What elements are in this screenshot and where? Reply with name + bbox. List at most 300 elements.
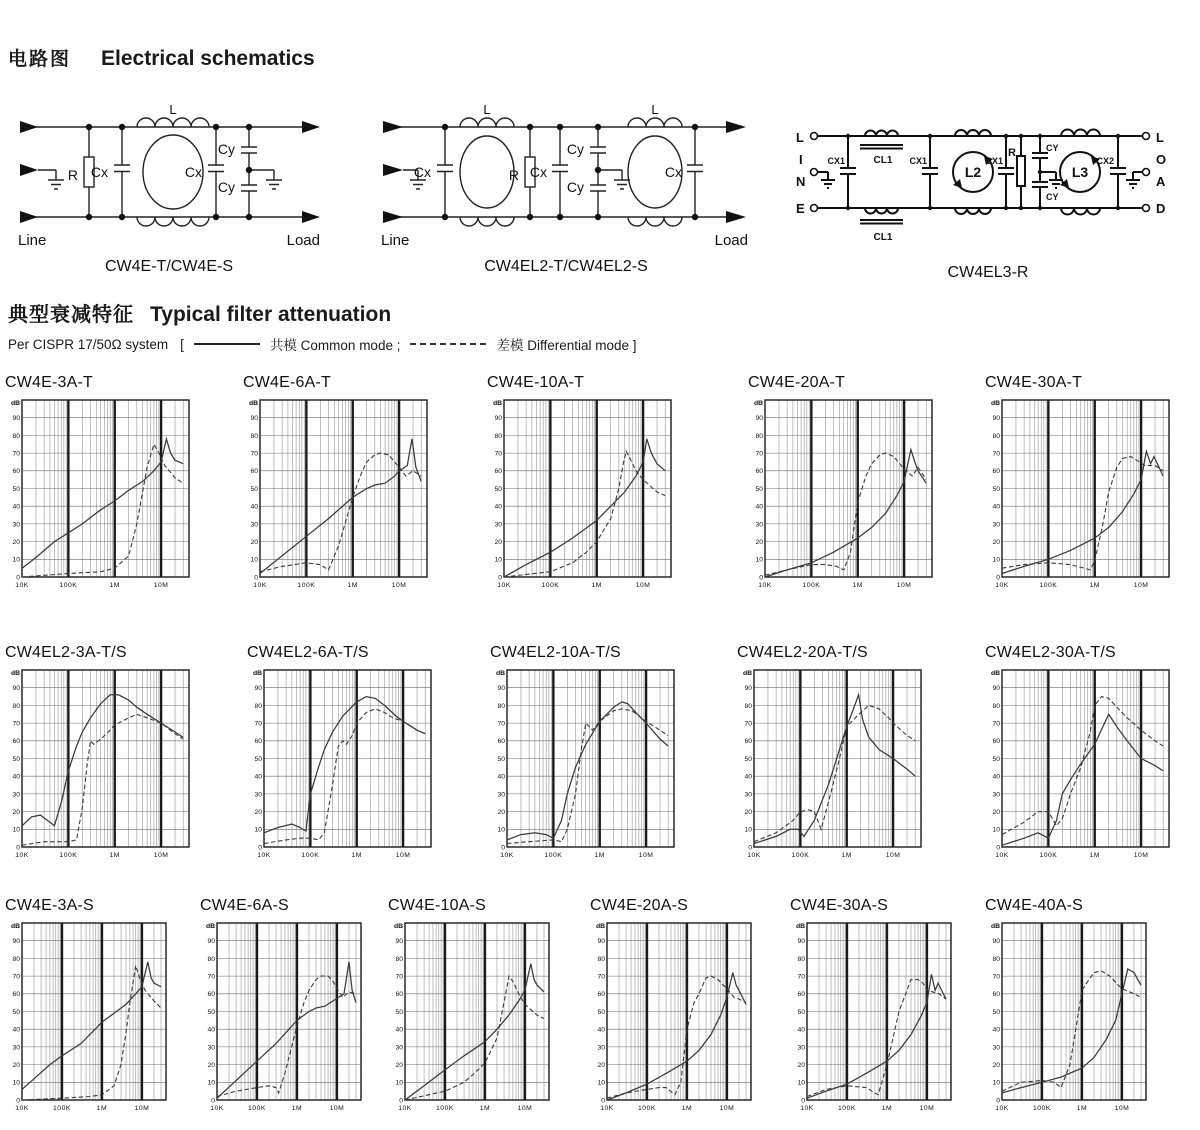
schematic-label: CX1 [909,156,927,166]
y-tick-label: 60 [597,991,605,999]
y-tick-label: 10 [12,1079,20,1087]
y-tick-label: 70 [12,450,20,458]
x-tick-label: 1M [96,1105,108,1112]
arrow-line-bottom [20,211,38,223]
y-tick-label: 30 [395,1044,403,1052]
y-tick-label: 50 [250,485,258,493]
y-tick-label: 70 [207,973,215,981]
chart-title: CW4EL2-3A-T/S [5,644,127,661]
x-tick-label: 1M [347,582,358,589]
y-tick-label: 0 [16,574,20,582]
y-tick-label: 0 [254,574,258,582]
chart-plot [985,917,1150,1117]
y-tick-label: 40 [395,1026,403,1034]
x-tick-label: 100K [1039,852,1058,859]
chart-CW4E-30A-T [985,374,1173,594]
y-axis-unit: dB [10,923,20,930]
schematic-label: Cx [664,164,682,180]
x-tick-label: 100K [53,1105,71,1112]
circuit-wires [22,118,302,226]
y-tick-label: 10 [797,1079,805,1087]
chart-plot [200,917,365,1117]
chart-title: CW4E-3A-T [5,374,94,391]
y-tick-label: 50 [207,1008,215,1016]
y-tick-label: 30 [992,521,1000,529]
x-tick-label: 1M [852,582,863,589]
x-tick-label: 1M [591,582,602,589]
x-tick-label: 10M [134,1105,150,1112]
y-tick-label: 20 [254,809,262,816]
y-tick-label: 20 [12,1062,20,1069]
y-tick-label: 70 [992,450,1000,458]
y-axis-unit: dB [595,923,605,930]
y-axis-unit: dB [495,670,505,677]
x-tick-label: 10M [1133,582,1149,589]
chart-title: CW4EL2-20A-T/S [737,644,868,661]
y-tick-label: 90 [992,685,1000,693]
y-tick-label: 10 [395,1079,403,1087]
x-tick-label: 10K [995,582,1009,589]
schematic-caption: CW4E-T/CW4E-S [105,258,233,275]
x-tick-label: 10M [329,1105,345,1112]
y-tick-label: 80 [597,955,605,963]
schematic-label: L [483,102,491,117]
y-tick-label: 80 [992,955,1000,963]
chart-plot [5,664,193,864]
x-tick-label: 10K [15,852,29,859]
chart-plot [388,917,553,1117]
x-tick-label: 10K [257,852,271,859]
y-tick-label: 90 [744,685,752,693]
y-tick-label: 90 [12,685,20,693]
y-tick-label: 0 [211,1097,215,1105]
x-tick-label: 10M [395,852,411,859]
y-axis-unit: dB [990,670,1000,677]
y-tick-label: 20 [992,539,1000,546]
x-tick-label: 100K [838,1105,856,1112]
y-tick-label: 30 [12,1044,20,1052]
chart-plot [748,394,936,594]
y-tick-label: 60 [992,991,1000,999]
y-tick-label: 40 [992,503,1000,511]
x-tick-label: 100K [544,852,563,859]
y-tick-label: 30 [207,1044,215,1052]
x-tick-label: 10K [210,1105,224,1112]
chart-CW4EL2-10A-T/S [490,644,678,864]
y-tick-label: 50 [254,755,262,763]
dashed-line-swatch [410,343,486,345]
legend-common-mode-label: 共模 Common mode ; [269,338,401,353]
chart-title: CW4E-6A-S [200,897,289,914]
y-tick-label: 30 [744,791,752,799]
schematic-label: CY [1046,192,1059,202]
resistor-symbol [1017,156,1025,186]
schematic-caption: CW4EL2-T/CW4EL2-S [484,258,648,275]
y-axis-unit: dB [205,923,215,930]
arrow-load-top [302,121,320,133]
schematic-caption: CW4EL3-R [947,264,1029,281]
y-tick-label: 20 [12,809,20,816]
x-tick-label: 10K [747,852,761,859]
arrow-load-bottom [726,211,746,223]
schematic-label: D [1156,201,1166,216]
y-tick-label: 10 [12,556,20,564]
y-tick-label: 20 [497,809,505,816]
y-tick-label: 10 [992,556,1000,564]
x-tick-label: 10K [800,1105,814,1112]
chart-title: CW4E-3A-S [5,897,94,914]
y-tick-label: 90 [395,938,403,946]
x-tick-label: 1M [109,852,120,859]
chart-plot [5,917,170,1117]
chart-title: CW4E-40A-S [985,897,1084,914]
x-tick-label: 10K [253,582,267,589]
y-tick-label: 0 [601,1097,605,1105]
schematic-cw4el2-drawing [370,92,767,282]
y-tick-label: 60 [755,468,763,476]
y-tick-label: 40 [12,773,20,781]
y-tick-label: 90 [250,415,258,423]
attenuation-legend [8,334,637,354]
y-tick-label: 0 [759,574,763,582]
schematic-label: R [67,167,78,183]
y-tick-label: 90 [992,415,1000,423]
y-tick-label: 80 [12,432,20,440]
y-tick-label: 80 [755,432,763,440]
chart-title: CW4E-20A-T [748,374,846,391]
y-tick-label: 40 [254,773,262,781]
schematic-label: Load [286,232,320,249]
y-tick-label: 90 [497,685,505,693]
y-tick-label: 0 [996,844,1000,852]
attenuation-heading-zh: 典型衰减特征 [8,304,134,326]
y-tick-label: 70 [250,450,258,458]
y-tick-label: 20 [494,539,502,546]
y-tick-label: 40 [12,503,20,511]
x-tick-label: 10K [15,582,29,589]
y-axis-unit: dB [248,400,258,407]
chart-CW4EL2-6A-T/S [247,644,435,864]
schematic-cw4e [4,92,338,282]
y-tick-label: 50 [992,485,1000,493]
y-tick-label: 70 [992,973,1000,981]
arrow-load-top [726,121,746,133]
chart-plot [243,394,431,594]
chart-CW4E-3A-T [5,374,193,594]
y-tick-label: 20 [992,809,1000,816]
y-tick-label: 80 [207,955,215,963]
y-tick-label: 70 [12,973,20,981]
y-tick-label: 50 [12,485,20,493]
y-tick-label: 80 [395,955,403,963]
y-tick-label: 70 [254,720,262,728]
y-tick-label: 30 [12,791,20,799]
x-tick-label: 10K [758,582,772,589]
y-tick-label: 50 [395,1008,403,1016]
chart-plot [5,394,193,594]
schematic-label: O [1156,152,1167,167]
legend-prefix: Per CISPR 17/50Ω system [8,336,169,352]
y-tick-label: 20 [250,539,258,546]
y-tick-label: 40 [797,1026,805,1034]
chart-CW4EL2-30A-T/S [985,644,1173,864]
chart-title: CW4EL2-6A-T/S [247,644,369,661]
x-tick-label: 100K [1039,582,1058,589]
y-tick-label: 40 [755,503,763,511]
arrow-load-bottom [302,211,320,223]
y-tick-label: 10 [992,1079,1000,1087]
x-tick-label: 100K [297,582,316,589]
schematic-label: Cy [566,179,584,195]
attenuation-heading-en: Typical filter attenuation [150,303,392,326]
y-tick-label: 70 [395,973,403,981]
x-tick-label: 100K [436,1105,454,1112]
arrow-line-bottom [383,211,403,223]
y-tick-label: 30 [497,791,505,799]
x-tick-label: 1M [1076,1105,1088,1112]
y-tick-label: 20 [797,1062,805,1069]
y-tick-label: 90 [207,938,215,946]
chart-plot [590,917,755,1117]
x-tick-label: 1M [841,852,852,859]
y-axis-unit: dB [742,670,752,677]
y-tick-label: 0 [801,1097,805,1105]
chart-title: CW4E-20A-S [590,897,689,914]
y-tick-label: 60 [250,468,258,476]
y-axis-unit: dB [10,400,20,407]
y-tick-label: 20 [597,1062,605,1069]
chart-CW4E-6A-S [200,897,365,1117]
schematic-label: Cy [217,179,235,195]
x-tick-label: 100K [638,1105,656,1112]
y-tick-label: 10 [497,826,505,834]
y-tick-label: 60 [497,738,505,746]
y-axis-unit: dB [753,400,763,407]
y-tick-label: 10 [992,826,1000,834]
x-tick-label: 10K [398,1105,412,1112]
x-tick-label: 100K [802,582,821,589]
y-tick-label: 50 [992,1008,1000,1016]
y-tick-label: 40 [12,1026,20,1034]
y-tick-label: 10 [744,826,752,834]
y-tick-label: 20 [744,809,752,816]
y-tick-label: 10 [250,556,258,564]
x-tick-label: 10M [919,1105,935,1112]
chart-plot [985,394,1173,594]
y-tick-label: 50 [797,1008,805,1016]
y-tick-label: 20 [992,1062,1000,1069]
y-tick-label: 10 [494,556,502,564]
y-tick-label: 20 [755,539,763,546]
x-tick-label: 10M [391,582,407,589]
x-tick-label: 1M [681,1105,693,1112]
y-tick-label: 0 [16,1097,20,1105]
y-tick-label: 60 [494,468,502,476]
y-axis-unit: dB [990,923,1000,930]
y-tick-label: 0 [996,574,1000,582]
y-tick-label: 90 [992,938,1000,946]
chart-plot [985,664,1173,864]
x-tick-label: 1M [291,1105,303,1112]
x-tick-label: 100K [541,582,560,589]
x-tick-label: 100K [791,852,810,859]
attenuation-heading [8,298,391,327]
chart-title: CW4EL2-10A-T/S [490,644,621,661]
x-tick-label: 1M [479,1105,491,1112]
y-tick-label: 70 [597,973,605,981]
y-tick-label: 90 [755,415,763,423]
y-tick-label: 40 [497,773,505,781]
chart-plot [247,664,435,864]
schematic-label: Cx [90,164,108,180]
x-tick-label: 10M [885,852,901,859]
x-tick-label: 10M [153,852,169,859]
y-tick-label: 50 [744,755,752,763]
chart-CW4E-10A-S [388,897,553,1117]
y-tick-label: 40 [992,773,1000,781]
schematic-cw4el2 [370,92,767,282]
x-tick-label: 10M [517,1105,533,1112]
y-axis-unit: dB [990,400,1000,407]
schematic-label: Line [381,232,410,249]
x-tick-label: 100K [1033,1105,1051,1112]
x-tick-label: 10M [153,582,169,589]
x-tick-label: 100K [301,852,320,859]
schematics-heading [8,44,315,71]
y-tick-label: 80 [494,432,502,440]
y-tick-label: 30 [992,791,1000,799]
schematic-label: CX1 [985,156,1003,166]
schematic-label: Cx [529,164,547,180]
y-tick-label: 30 [254,791,262,799]
y-tick-label: 80 [992,702,1000,710]
y-tick-label: 0 [748,844,752,852]
schematic-label: Cx [413,164,431,180]
chart-CW4E-20A-S [590,897,755,1117]
schematic-label: Cy [566,141,584,157]
chart-CW4E-30A-S [790,897,955,1117]
chart-title: CW4E-30A-T [985,374,1083,391]
schematic-label: R [1008,147,1016,159]
y-tick-label: 70 [12,720,20,728]
y-tick-label: 40 [992,1026,1000,1034]
x-tick-label: 100K [248,1105,266,1112]
y-tick-label: 80 [12,702,20,710]
y-tick-label: 60 [992,468,1000,476]
y-tick-label: 80 [797,955,805,963]
schematics-heading-zh: 电路图 [8,49,72,70]
schematic-label: CY [1046,143,1059,153]
chart-CW4E-10A-T [487,374,675,594]
schematic-label: I [799,152,803,167]
y-tick-label: 10 [12,826,20,834]
y-tick-label: 80 [744,702,752,710]
schematic-label: CX1 [827,156,845,166]
y-tick-label: 80 [12,955,20,963]
schematic-label: A [1156,174,1166,189]
y-tick-label: 20 [207,1062,215,1069]
chart-CW4E-6A-T [243,374,431,594]
y-tick-label: 10 [597,1079,605,1087]
y-tick-label: 80 [497,702,505,710]
y-tick-label: 0 [996,1097,1000,1105]
y-tick-label: 0 [498,574,502,582]
schematic-label: L [169,102,177,117]
x-tick-label: 10M [1133,852,1149,859]
y-tick-label: 70 [755,450,763,458]
chart-CW4E-3A-S [5,897,170,1117]
y-tick-label: 60 [12,468,20,476]
y-tick-label: 20 [12,539,20,546]
x-tick-label: 10K [500,852,514,859]
legend-open-bracket: [ [180,336,184,352]
schematic-label: L3 [1071,164,1089,180]
x-tick-label: 100K [59,582,78,589]
x-tick-label: 10M [896,582,912,589]
chart-title: CW4E-10A-S [388,897,487,914]
y-tick-label: 80 [250,432,258,440]
chart-CW4EL2-20A-T/S [737,644,925,864]
y-tick-label: 70 [494,450,502,458]
y-tick-label: 40 [744,773,752,781]
y-tick-label: 20 [395,1062,403,1069]
x-tick-label: 1M [594,852,605,859]
y-tick-label: 30 [250,521,258,529]
x-tick-label: 1M [351,852,362,859]
y-tick-label: 80 [254,702,262,710]
schematic-label: R [508,167,519,183]
y-tick-label: 30 [12,521,20,529]
y-axis-unit: dB [10,670,20,677]
y-tick-label: 30 [797,1044,805,1052]
schematic-label: CL1 [873,232,893,243]
chart-CW4EL2-3A-T/S [5,644,193,864]
y-tick-label: 30 [992,1044,1000,1052]
y-tick-label: 40 [250,503,258,511]
y-tick-label: 10 [254,826,262,834]
chart-plot [737,664,925,864]
chart-title: CW4E-30A-S [790,897,889,914]
schematic-label: Line [18,232,47,249]
y-tick-label: 10 [207,1079,215,1087]
y-tick-label: 60 [12,991,20,999]
chart-CW4E-40A-S [985,897,1150,1117]
y-tick-label: 90 [797,938,805,946]
y-tick-label: 90 [12,938,20,946]
schematic-label: CL1 [873,155,893,166]
x-tick-label: 1M [109,582,120,589]
schematic-cw4el3r [788,96,1188,291]
x-tick-label: 10M [638,852,654,859]
y-axis-unit: dB [795,923,805,930]
y-tick-label: 30 [597,1044,605,1052]
y-tick-label: 50 [12,755,20,763]
y-tick-label: 60 [254,738,262,746]
y-tick-label: 90 [494,415,502,423]
y-tick-label: 80 [992,432,1000,440]
x-tick-label: 10K [600,1105,614,1112]
y-tick-label: 90 [597,938,605,946]
schematic-label: E [796,201,805,216]
chart-plot [790,917,955,1117]
x-tick-label: 1M [881,1105,893,1112]
schematic-label: N [796,174,806,189]
schematic-label: Cy [217,141,235,157]
junction-dots [442,124,698,220]
x-tick-label: 10K [995,852,1009,859]
arrow-line-top [20,121,38,133]
y-tick-label: 70 [744,720,752,728]
